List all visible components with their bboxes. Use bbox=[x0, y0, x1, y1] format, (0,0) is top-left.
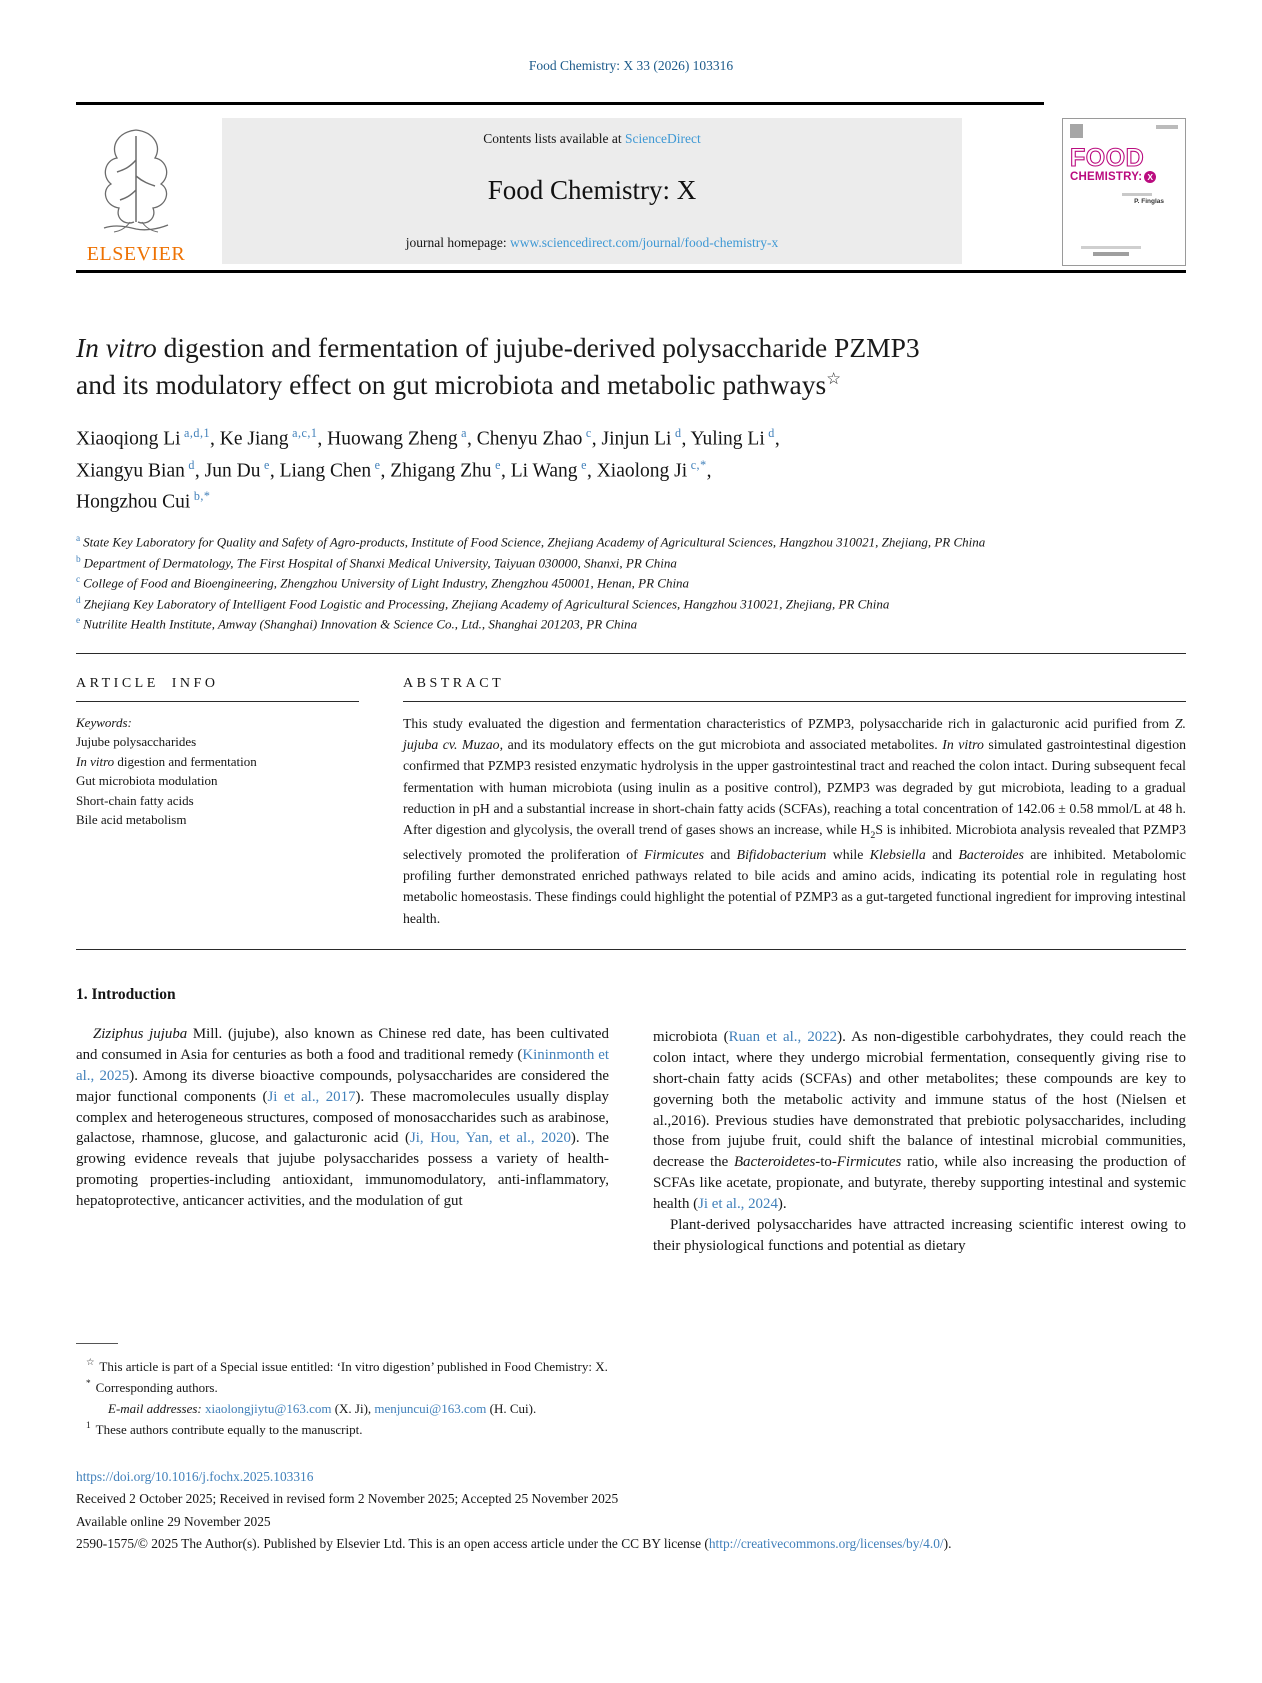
text-segment: Plant-derived polysaccharides have attracted increasing scientific interest owing to their physiological functions and potential as dietary bbox=[653, 1216, 1186, 1254]
text-segment: ). These macromolecules usually display complex and heterogeneous structures, composed of monosaccharides such as arabinose, galactose, rhamnose, glucose, and galacturonic acid ( bbox=[76, 1088, 609, 1147]
text-segment: e bbox=[371, 457, 381, 472]
journal-header bbox=[76, 118, 1186, 266]
text-segment: e bbox=[577, 457, 587, 472]
cover-publisher-mark bbox=[1070, 124, 1083, 138]
homepage-line bbox=[230, 235, 954, 251]
keyword-item bbox=[76, 810, 359, 830]
text-segment: 2590-1575/© 2025 The Author(s). Published by Elsevier Ltd. This is an open access article under the CC BY license ( bbox=[76, 1536, 709, 1552]
affiliation-text: Zhejiang Key Laboratory of Intelligent Food Logistic and Processing, Zhejiang Academy of Agricultural Sciences, Hangzhou 310021, Zhejiang, PR China bbox=[83, 596, 890, 611]
text-segment: Hongzhou Cui bbox=[76, 491, 191, 513]
text-segment: simulated gastrointestinal digestion confirmed that PZMP3 resisted enzymatic hydrolysis in the upper gastrointestinal tract and reached the colon intact. During subsequent fecal fermentation with human microbiota (using inulin as a positive control), PZMP3 was degraded by gut microbiota, leading to a gradual reduction in pH and a substantial increase in short-chain fatty acids (SCFAs), reaching a total concentration of 142.06 ± 0.58 mmol/L at 48 h. After digestion and glycolysis, the overall trend of gases shows an increase, while H bbox=[403, 736, 1186, 838]
citation-link[interactable]: Kininmonth et al., 2025 bbox=[76, 1046, 609, 1084]
elsevier-wordmark: ELSEVIER bbox=[86, 242, 186, 265]
footnote-emails bbox=[98, 1398, 1186, 1419]
text-segment: Short-chain fatty acids bbox=[76, 792, 194, 808]
text-segment: 2 bbox=[870, 830, 876, 842]
text-segment: , Chenyu Zhao bbox=[467, 428, 583, 450]
elsevier-logo[interactable] bbox=[76, 118, 196, 266]
text-segment: These authors contribute equally to the manuscript. bbox=[95, 1421, 363, 1437]
text-segment: Jujube polysaccharides bbox=[76, 734, 197, 750]
info-abstract-section bbox=[76, 664, 1186, 930]
doi-link[interactable]: https://doi.org/10.1016/j.fochx.2025.103316 bbox=[76, 1468, 314, 1484]
cover-issn-bar bbox=[1156, 125, 1178, 129]
journal-citation: Food Chemistry: X 33 (2026) 103316 bbox=[528, 58, 734, 73]
footnotes bbox=[76, 1356, 1186, 1440]
affiliation-sup: b bbox=[76, 554, 81, 565]
text-segment: c bbox=[582, 426, 592, 441]
text-segment: , Jun Du bbox=[194, 460, 261, 482]
affiliation-c bbox=[76, 573, 1186, 593]
text-segment: Bifidobacterium bbox=[736, 846, 827, 862]
text-segment: Corresponding authors. bbox=[95, 1379, 218, 1395]
info-top-rule bbox=[76, 653, 1186, 654]
article-history-block bbox=[76, 1466, 1186, 1556]
text-segment: In vitro bbox=[76, 753, 115, 769]
text-segment: while bbox=[826, 846, 870, 862]
affiliations bbox=[76, 532, 1186, 634]
text-segment: , and its modulatory effects on the gut microbiota and associated metabolites. bbox=[499, 736, 943, 752]
cover-title-food: FOOD bbox=[1070, 143, 1145, 172]
article-info-column bbox=[76, 664, 359, 930]
text-segment: , Yuling Li bbox=[681, 428, 765, 450]
text-segment: , Liang Chen bbox=[269, 460, 372, 482]
cover-title-chemistry bbox=[1070, 171, 1178, 183]
abstract-column bbox=[403, 664, 1186, 930]
intro-paragraph-right-2 bbox=[653, 1215, 1186, 1257]
article-title bbox=[76, 329, 1186, 405]
text-segment: ). bbox=[777, 1196, 787, 1212]
affiliation-b bbox=[76, 553, 1186, 573]
text-segment: are inhibited. Metabolomic profiling further demonstrated enriched pathways related to bile acids and amino acids, indicating its potential role in regulating host metabolic homeostasis. These findings could highlight the potential of PZMP3 as a gut-targeted functional ingredient for improving intestinal health. bbox=[403, 846, 1186, 926]
journal-homepage-link[interactable]: www.sciencedirect.com/journal/food-chemistry-x bbox=[509, 234, 779, 250]
intro-right-column bbox=[653, 986, 1186, 1256]
text-segment: journal homepage: bbox=[405, 234, 510, 250]
affiliation-sup: c bbox=[76, 575, 81, 586]
text-segment: microbiota ( bbox=[653, 1029, 729, 1046]
cover-x-badge: X bbox=[1144, 171, 1156, 183]
text-segment: Gut microbiota modulation bbox=[76, 773, 218, 789]
text-segment: d bbox=[184, 457, 195, 472]
keyword-item bbox=[76, 732, 359, 752]
citation-link[interactable]: Ji, Hou, Yan, et al., 2020 bbox=[410, 1130, 571, 1147]
footnote-corresponding bbox=[76, 1377, 1186, 1398]
text-segment: ). As non-digestible carbohydrates, they could reach the colon intact, where they undergo microbial fermentation, consequently giving rise to short-chain fatty acids (SCFAs) and other metabolites; these compounds are key to governing both the metabolic activity and immune status of the host (Nielsen et al.,2016). Previous studies have demonstrated that prebiotic polysaccharides, including those from jujube fruit, could shift the balance of intestinal microbial communities, decrease the bbox=[653, 1029, 1186, 1171]
text-segment: c,* bbox=[687, 457, 707, 472]
footnote-special-issue bbox=[76, 1356, 1186, 1377]
affiliation-sup: a bbox=[76, 534, 81, 545]
footnote-equal-contribution bbox=[76, 1419, 1186, 1440]
text-segment: (X. Ji), bbox=[331, 1400, 375, 1416]
text-segment: , bbox=[706, 460, 712, 482]
introduction-heading: 1. Introduction bbox=[76, 986, 176, 1004]
affiliation-text: State Key Laboratory for Quality and Safety of Agro-products, Institute of Food Science, Zhejiang Academy of Agricultural Sciences, Hangzhou 310021, Zhejiang, PR China bbox=[83, 534, 986, 550]
text-segment: and its modulatory effect on gut microbiota and metabolic pathways bbox=[76, 369, 827, 401]
intro-paragraph-right bbox=[653, 1027, 1186, 1215]
text-segment: and bbox=[925, 846, 959, 862]
elsevier-tree-icon bbox=[84, 124, 188, 241]
copyright-line bbox=[76, 1533, 1186, 1556]
text-segment: Bile acid metabolism bbox=[76, 812, 187, 828]
abstract-text bbox=[403, 713, 1186, 930]
affiliation-a bbox=[76, 532, 1186, 552]
text-segment: Mill. (jujube), also known as Chinese red date, has been cultivated and consumed in Asia for centuries as both a food and traditional remedy ( bbox=[76, 1026, 609, 1063]
affiliation-sup: d bbox=[76, 595, 81, 606]
text-segment: e bbox=[260, 457, 270, 472]
text-segment: , Li Wang bbox=[500, 460, 578, 482]
text-segment: -to- bbox=[815, 1154, 837, 1171]
cover-footer-bar bbox=[1081, 246, 1141, 249]
text-segment: Contents lists available at bbox=[483, 130, 625, 146]
text-segment: In vitro bbox=[942, 736, 984, 752]
email-link-ji[interactable]: xiaolongjiytu@163.com bbox=[205, 1400, 332, 1416]
keyword-item bbox=[76, 791, 359, 811]
text-segment: digestion and fermentation bbox=[114, 753, 257, 769]
abstract-bottom-rule bbox=[76, 949, 1186, 950]
affiliation-d bbox=[76, 594, 1186, 614]
email-link-cui[interactable]: menjuncui@163.com bbox=[374, 1400, 487, 1416]
text-segment: , Xiaolong Ji bbox=[586, 460, 688, 482]
text-segment: d bbox=[671, 426, 682, 441]
text-segment: a,c,1 bbox=[288, 426, 318, 441]
text-segment: Firmicutes bbox=[836, 1154, 902, 1171]
intro-paragraph-left bbox=[76, 1024, 609, 1212]
text-segment: Klebsiella bbox=[869, 846, 926, 862]
intro-left-column bbox=[76, 986, 609, 1256]
abstract-heading-rule bbox=[403, 701, 1186, 702]
footnote-text bbox=[96, 1422, 363, 1437]
text-segment: This study evaluated the digestion and fermentation characteristics of PZMP3, polysaccharide rich in galacturonic acid purified from bbox=[403, 715, 1175, 731]
text-segment: Xiangyu Bian bbox=[76, 460, 185, 482]
cover-editor-name: P. Finglas bbox=[1134, 197, 1164, 205]
keywords-label: Keywords: bbox=[76, 714, 132, 730]
affiliation-text: Department of Dermatology, The First Hospital of Shanxi Medical University, Taiyuan 030000, Shanxi, PR China bbox=[83, 555, 677, 571]
affiliation-text: Nutrilite Health Institute, Amway (Shanghai) Innovation & Science Co., Ltd., Shanghai 201203, PR China bbox=[83, 616, 638, 632]
text-segment: E-mail addresses: bbox=[108, 1400, 206, 1416]
text-segment: Z. jujuba cv. Muzao bbox=[403, 715, 1186, 752]
article-info-heading: ARTICLE INFO bbox=[76, 675, 219, 691]
text-segment: ratio, while also increasing the production of SCFAs like acetate, propionate, and butyrate, thereby supporting intestinal and systemic health ( bbox=[653, 1154, 1186, 1212]
journal-title: Food Chemistry: X bbox=[487, 175, 697, 205]
text-segment: , bbox=[774, 428, 780, 450]
text-segment: a bbox=[457, 426, 468, 441]
footnote-mark: * bbox=[86, 1379, 91, 1390]
citation-link[interactable]: Ruan et al., 2022 bbox=[728, 1029, 838, 1046]
text-segment: Bacteroidetes bbox=[733, 1154, 816, 1171]
journal-banner bbox=[222, 118, 962, 264]
citation-link[interactable]: Ji et al., 2017 bbox=[267, 1088, 356, 1105]
text-segment: , Ke Jiang bbox=[210, 428, 289, 450]
available-online: Available online 29 November 2025 bbox=[76, 1513, 271, 1529]
footnote-text bbox=[99, 1359, 607, 1374]
text-segment: Ziziphus jujuba bbox=[93, 1026, 188, 1043]
text-segment: Xiaoqiong Li bbox=[76, 428, 181, 450]
sciencedirect-link[interactable]: ScienceDirect bbox=[625, 130, 701, 146]
text-segment: ☆ bbox=[826, 369, 841, 389]
text-segment: and bbox=[703, 846, 737, 862]
text-segment: , Huowang Zheng bbox=[317, 428, 458, 450]
keyword-item bbox=[76, 752, 359, 772]
text-segment: ). The growing evidence reveals that jujube polysaccharides possess a variety of health-promoting properties-including antioxidant, immunomodulatory, anti-inflammatory, hepatoprotective, anticancer activities, and the modulation of gut bbox=[76, 1130, 610, 1209]
contents-line bbox=[230, 131, 954, 147]
introduction-section bbox=[76, 986, 1186, 1256]
cover-editor-label-bar bbox=[1122, 193, 1152, 196]
cover-footer-bar2 bbox=[1093, 252, 1129, 256]
text-segment: Bacteroides bbox=[958, 846, 1024, 862]
text-segment: digestion and fermentation of jujube-derived polysaccharide PZMP3 bbox=[156, 331, 920, 363]
text-segment: b,* bbox=[190, 488, 211, 503]
text-segment: e bbox=[491, 457, 501, 472]
footnote-text bbox=[96, 1380, 218, 1395]
affiliation-e bbox=[76, 614, 1186, 634]
abstract-heading: ABSTRACT bbox=[403, 675, 505, 691]
journal-cover-thumbnail[interactable] bbox=[1062, 118, 1186, 266]
text-segment: ). bbox=[943, 1536, 952, 1552]
affiliation-sup: e bbox=[76, 616, 81, 627]
text-segment: In vitro bbox=[76, 331, 157, 363]
footnote-rule bbox=[76, 1343, 118, 1344]
citation-link[interactable]: Ji et al., 2024 bbox=[698, 1196, 778, 1212]
top-rule bbox=[76, 102, 1044, 105]
author-list bbox=[76, 424, 1186, 518]
cc-license-link[interactable]: http://creativecommons.org/licenses/by/4.0/ bbox=[708, 1536, 944, 1552]
text-segment: , Jinjun Li bbox=[591, 428, 672, 450]
text-segment: (H. Cui). bbox=[486, 1400, 537, 1416]
text-segment: ). Among its diverse bioactive compounds, polysaccharides are considered the major functional components ( bbox=[76, 1067, 609, 1105]
text-segment: This article is part of a Special issue entitled: ‘In vitro digestion’ published in Food Chemistry: X. bbox=[99, 1358, 608, 1374]
footnote-mark: ☆ bbox=[86, 1358, 95, 1369]
text-segment: S is inhibited. Microbiota analysis revealed that PZMP3 selectively promoted the proliferation of bbox=[403, 822, 1187, 862]
affiliation-text: College of Food and Bioengineering, Zhengzhou University of Light Industry, Zhengzhou 450001, Henan, PR China bbox=[83, 575, 690, 591]
keywords-block bbox=[76, 713, 359, 830]
text-segment: d bbox=[764, 426, 775, 441]
article-info-heading-rule bbox=[76, 701, 359, 702]
header-bottom-rule bbox=[76, 270, 1186, 273]
text-segment: , Zhigang Zhu bbox=[380, 460, 492, 482]
footnote-mark: 1 bbox=[86, 1421, 91, 1432]
received-dates: Received 2 October 2025; Received in revised form 2 November 2025; Accepted 25 November 2025 bbox=[76, 1491, 619, 1507]
text-segment: Firmicutes bbox=[644, 846, 704, 862]
text-segment: a,d,1 bbox=[180, 426, 211, 441]
keyword-item bbox=[76, 771, 359, 791]
cover-chemistry-text: CHEMISTRY: bbox=[1070, 170, 1143, 183]
